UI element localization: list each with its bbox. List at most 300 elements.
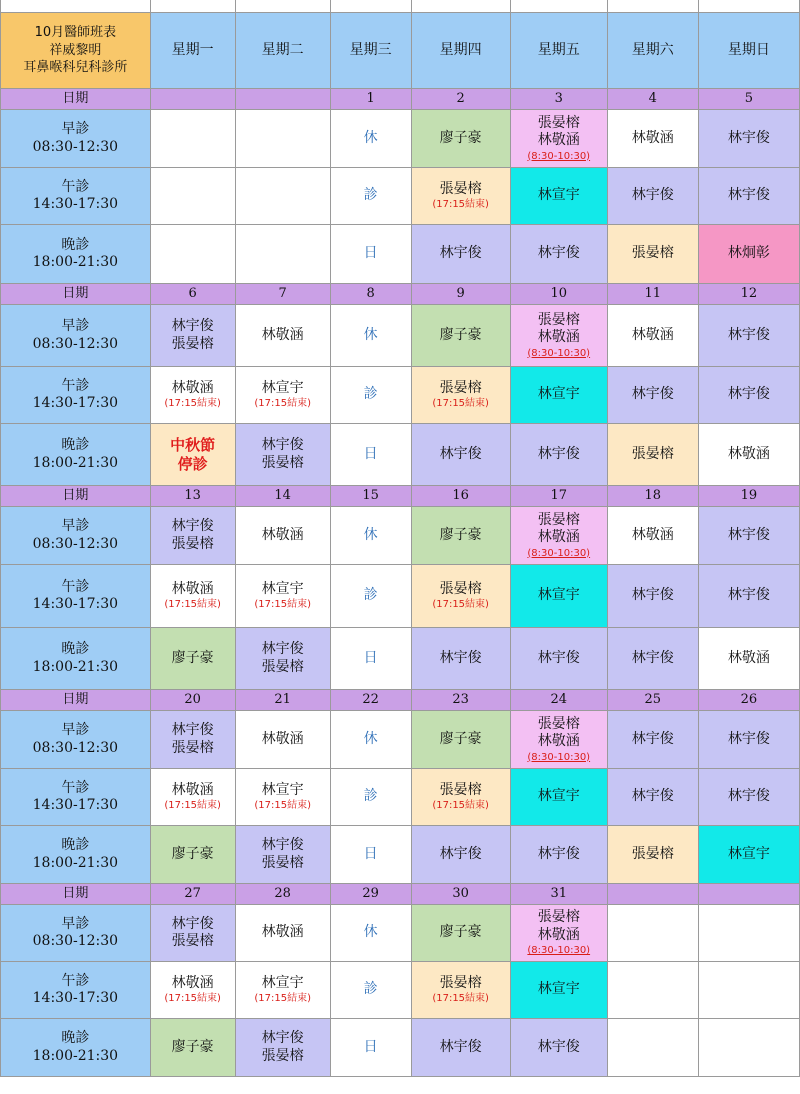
doctor-name: 林宇俊 bbox=[631, 730, 674, 747]
date-cell bbox=[235, 89, 330, 110]
doctor-name: 張晏榕 bbox=[439, 781, 482, 798]
schedule-cell bbox=[150, 565, 235, 628]
schedule-cell bbox=[510, 305, 607, 367]
schedule-cell bbox=[607, 905, 698, 962]
doctor-name: 林宇俊 bbox=[171, 915, 214, 932]
schedule-cell bbox=[411, 1019, 510, 1077]
date-cell: 7 bbox=[235, 284, 330, 305]
doctor-name: 張晏榕 bbox=[171, 535, 214, 552]
date-cell: 18 bbox=[607, 486, 698, 507]
date-cell: 12 bbox=[698, 284, 799, 305]
date-cell: 5 bbox=[698, 89, 799, 110]
schedule-cell bbox=[698, 507, 799, 565]
doctor-name: 廖子豪 bbox=[171, 649, 214, 666]
schedule-cell bbox=[607, 305, 698, 367]
shift-name: 午診 bbox=[61, 377, 90, 394]
shift-label-morning bbox=[1, 507, 151, 565]
doctor-name: 林宣宇 bbox=[261, 379, 304, 396]
schedule-cell bbox=[698, 305, 799, 367]
shift-row-morning bbox=[1, 507, 800, 565]
schedule-cell bbox=[150, 826, 235, 884]
date-cell: 24 bbox=[510, 690, 607, 711]
shift-row-evening bbox=[1, 225, 800, 284]
doctor-name: 林宇俊 bbox=[171, 318, 214, 334]
time-note: (17:15結束) bbox=[254, 800, 311, 812]
doctor-name: 林敬涵 bbox=[537, 733, 580, 749]
doctor-name: 林宇俊 bbox=[537, 445, 580, 462]
date-cell: 17 bbox=[510, 486, 607, 507]
doctor-name: 林宇俊 bbox=[631, 187, 674, 204]
shift-label-morning bbox=[1, 905, 151, 962]
schedule-cell bbox=[698, 1019, 799, 1077]
closed-day-char: 休 bbox=[363, 326, 378, 343]
doctor-name: 張晏榕 bbox=[261, 1047, 304, 1064]
schedule-cell bbox=[607, 168, 698, 225]
schedule-cell bbox=[150, 110, 235, 168]
title-line-clinic: 祥威黎明 bbox=[49, 42, 102, 58]
shift-time: 18:00-21:30 bbox=[32, 1047, 119, 1064]
doctor-name: 張晏榕 bbox=[261, 454, 304, 471]
shift-name: 晚診 bbox=[61, 641, 90, 657]
doctor-name: 張晏榕 bbox=[261, 658, 304, 675]
doctor-name: 林宇俊 bbox=[631, 788, 674, 805]
doctor-name: 林宇俊 bbox=[727, 587, 770, 604]
schedule-cell bbox=[510, 367, 607, 424]
schedule-cell bbox=[510, 711, 607, 769]
doctor-name: 張晏榕 bbox=[631, 445, 674, 462]
schedule-cell bbox=[235, 769, 330, 826]
date-cell: 6 bbox=[150, 284, 235, 305]
doctor-name: 林敬涵 bbox=[261, 730, 304, 747]
doctor-name: 林敬涵 bbox=[631, 129, 674, 146]
schedule-cell bbox=[235, 225, 330, 284]
shift-time: 18:00-21:30 bbox=[32, 454, 119, 471]
schedule-cell bbox=[150, 168, 235, 225]
doctor-name: 林宇俊 bbox=[631, 386, 674, 403]
shift-time: 14:30-17:30 bbox=[32, 196, 119, 212]
schedule-cell bbox=[235, 628, 330, 690]
doctor-name: 林宇俊 bbox=[537, 1038, 580, 1055]
date-cell: 3 bbox=[510, 89, 607, 110]
time-note: (17:15結束) bbox=[254, 993, 311, 1005]
doctor-name: 廖子豪 bbox=[171, 1038, 214, 1055]
schedule-cell bbox=[698, 769, 799, 826]
doctor-name: 張晏榕 bbox=[537, 311, 580, 328]
doctor-name: 林宣宇 bbox=[537, 386, 580, 403]
schedule-cell bbox=[150, 1019, 235, 1077]
title-line-month: 10月醫師班表 bbox=[34, 25, 117, 41]
schedule-cell bbox=[235, 367, 330, 424]
shift-row-morning bbox=[1, 711, 800, 769]
time-note: (17:15結束) bbox=[432, 199, 489, 211]
doctor-name: 張晏榕 bbox=[439, 580, 482, 597]
date-cell: 4 bbox=[607, 89, 698, 110]
schedule-cell bbox=[411, 110, 510, 168]
day-header-sat: 星期六 bbox=[607, 13, 698, 89]
closed-day-char: 休 bbox=[363, 129, 378, 146]
doctor-name: 林敬涵 bbox=[171, 974, 214, 991]
schedule-cell bbox=[510, 225, 607, 284]
shift-label-evening bbox=[1, 628, 151, 690]
schedule-cell bbox=[150, 507, 235, 565]
schedule-cell bbox=[607, 628, 698, 690]
schedule-cell bbox=[510, 905, 607, 962]
date-label: 日期 bbox=[1, 486, 151, 507]
schedule-cell bbox=[698, 367, 799, 424]
doctor-name: 林宇俊 bbox=[439, 845, 482, 862]
closed-day-char: 診 bbox=[363, 187, 378, 204]
shift-name: 早診 bbox=[61, 518, 90, 534]
schedule-cell bbox=[607, 225, 698, 284]
schedule-cell bbox=[698, 826, 799, 884]
schedule-cell bbox=[411, 711, 510, 769]
shift-time: 14:30-17:30 bbox=[32, 797, 119, 813]
schedule-cell bbox=[411, 367, 510, 424]
doctor-name: 廖子豪 bbox=[439, 326, 482, 343]
date-label: 日期 bbox=[1, 284, 151, 305]
schedule-cell bbox=[510, 1019, 607, 1077]
date-cell: 28 bbox=[235, 884, 330, 905]
date-cell: 29 bbox=[330, 884, 411, 905]
closed-day-char: 日 bbox=[363, 1038, 378, 1055]
schedule-cell bbox=[510, 962, 607, 1019]
schedule-cell bbox=[411, 628, 510, 690]
shift-label-morning bbox=[1, 305, 151, 367]
schedule-cell bbox=[698, 711, 799, 769]
schedule-cell bbox=[235, 424, 330, 486]
day-header-mon: 星期一 bbox=[150, 13, 235, 89]
schedule-cell bbox=[607, 565, 698, 628]
shift-row-afternoon bbox=[1, 565, 800, 628]
closed-day-char: 診 bbox=[363, 981, 378, 998]
time-note: (17:15結束) bbox=[164, 993, 221, 1005]
schedule-cell bbox=[510, 769, 607, 826]
shift-time: 18:00-21:30 bbox=[32, 658, 119, 675]
schedule-cell bbox=[330, 110, 411, 168]
shift-label-morning bbox=[1, 711, 151, 769]
shift-name: 午診 bbox=[61, 779, 90, 796]
top-strip bbox=[1, 0, 800, 13]
date-cell: 19 bbox=[698, 486, 799, 507]
doctor-name: 林敬涵 bbox=[261, 326, 304, 343]
time-note: (17:15結束) bbox=[432, 800, 489, 812]
doctor-name: 林宇俊 bbox=[537, 245, 580, 262]
date-cell bbox=[607, 884, 698, 905]
schedule-cell bbox=[235, 905, 330, 962]
day-header-fri: 星期五 bbox=[510, 13, 607, 89]
doctor-name: 林宇俊 bbox=[727, 187, 770, 204]
schedule-cell bbox=[150, 769, 235, 826]
schedule-cell bbox=[150, 905, 235, 962]
shift-time: 08:30-12:30 bbox=[32, 138, 119, 155]
schedule-cell bbox=[150, 711, 235, 769]
closed-day-char: 休 bbox=[363, 526, 378, 543]
schedule-cell bbox=[330, 507, 411, 565]
schedule-cell bbox=[235, 565, 330, 628]
schedule-cell bbox=[330, 424, 411, 486]
schedule-cell bbox=[510, 628, 607, 690]
date-row bbox=[1, 690, 800, 711]
closed-day-char: 日 bbox=[363, 649, 378, 666]
schedule-cell bbox=[235, 168, 330, 225]
date-cell: 9 bbox=[411, 284, 510, 305]
doctor-name: 張晏榕 bbox=[439, 974, 482, 991]
doctor-name: 林宣宇 bbox=[261, 781, 304, 798]
time-note: (17:15結束) bbox=[432, 599, 489, 611]
schedule-cell bbox=[150, 305, 235, 367]
schedule-cell bbox=[607, 1019, 698, 1077]
time-note: (17:15結束) bbox=[164, 398, 221, 410]
schedule-cell bbox=[330, 962, 411, 1019]
shift-time: 14:30-17:30 bbox=[32, 990, 119, 1006]
shift-time: 08:30-12:30 bbox=[32, 933, 119, 949]
doctor-name: 林敬涵 bbox=[171, 580, 214, 597]
schedule-cell bbox=[150, 367, 235, 424]
schedule-cell bbox=[235, 1019, 330, 1077]
doctor-name: 林敬涵 bbox=[537, 926, 580, 943]
closed-day-char: 診 bbox=[363, 788, 378, 805]
header-row bbox=[1, 13, 800, 89]
schedule-cell bbox=[330, 305, 411, 367]
doctor-name: 林敬涵 bbox=[171, 781, 214, 798]
title-line-department: 耳鼻喉科兒科診所 bbox=[23, 60, 128, 76]
time-note: (17:15結束) bbox=[254, 398, 311, 410]
schedule-cell bbox=[411, 565, 510, 628]
shift-row-afternoon bbox=[1, 168, 800, 225]
doctor-name: 林宇俊 bbox=[631, 649, 674, 666]
date-cell: 25 bbox=[607, 690, 698, 711]
schedule-cell bbox=[607, 507, 698, 565]
doctor-name: 林宣宇 bbox=[537, 788, 580, 805]
day-header-tue: 星期二 bbox=[235, 13, 330, 89]
date-cell: 2 bbox=[411, 89, 510, 110]
time-note: (17:15結束) bbox=[164, 599, 221, 611]
schedule-cell bbox=[330, 826, 411, 884]
shift-label-evening bbox=[1, 225, 151, 284]
shift-name: 晚診 bbox=[61, 1030, 90, 1046]
date-cell: 23 bbox=[411, 690, 510, 711]
doctor-name: 廖子豪 bbox=[439, 924, 482, 941]
schedule-cell bbox=[330, 711, 411, 769]
date-cell: 10 bbox=[510, 284, 607, 305]
doctor-name: 林宣宇 bbox=[261, 974, 304, 991]
shift-row-afternoon bbox=[1, 769, 800, 826]
doctor-name: 林宇俊 bbox=[727, 386, 770, 403]
doctor-name: 廖子豪 bbox=[439, 129, 482, 146]
date-row bbox=[1, 486, 800, 507]
doctor-name: 林宣宇 bbox=[537, 587, 580, 604]
doctor-name: 林宇俊 bbox=[727, 730, 770, 747]
date-cell: 27 bbox=[150, 884, 235, 905]
schedule-title bbox=[1, 13, 151, 89]
shift-time: 18:00-21:30 bbox=[32, 254, 119, 270]
shift-label-afternoon bbox=[1, 367, 151, 424]
doctor-name: 林宇俊 bbox=[261, 837, 304, 853]
doctor-name: 張晏榕 bbox=[439, 379, 482, 396]
day-header-sun: 星期日 bbox=[698, 13, 799, 89]
shift-name: 早診 bbox=[61, 915, 90, 932]
day-header-wed: 星期三 bbox=[330, 13, 411, 89]
shift-label-afternoon bbox=[1, 565, 151, 628]
schedule-cell bbox=[411, 168, 510, 225]
shift-row-evening bbox=[1, 424, 800, 486]
doctor-name: 林敬涵 bbox=[631, 326, 674, 343]
schedule-cell bbox=[510, 507, 607, 565]
date-cell: 13 bbox=[150, 486, 235, 507]
doctor-name: 林敬涵 bbox=[261, 526, 304, 543]
schedule-cell bbox=[235, 962, 330, 1019]
schedule-cell bbox=[698, 225, 799, 284]
schedule-cell bbox=[411, 424, 510, 486]
date-cell: 16 bbox=[411, 486, 510, 507]
doctor-name: 林宇俊 bbox=[537, 845, 580, 862]
schedule-cell bbox=[411, 826, 510, 884]
doctor-name: 林宇俊 bbox=[727, 129, 770, 146]
doctor-name: 林宇俊 bbox=[261, 641, 304, 657]
date-cell bbox=[698, 884, 799, 905]
doctor-name: 張晏榕 bbox=[631, 845, 674, 862]
date-row bbox=[1, 884, 800, 905]
doctor-name: 林敬涵 bbox=[171, 379, 214, 396]
schedule-cell bbox=[607, 711, 698, 769]
closed-day-char: 日 bbox=[363, 845, 378, 862]
schedule-cell bbox=[607, 826, 698, 884]
date-label: 日期 bbox=[1, 884, 151, 905]
schedule-cell bbox=[607, 769, 698, 826]
shift-name: 午診 bbox=[61, 178, 90, 195]
shift-name: 午診 bbox=[61, 578, 90, 595]
doctor-name: 張晏榕 bbox=[631, 245, 674, 262]
schedule-cell bbox=[235, 305, 330, 367]
doctor-name: 林敬涵 bbox=[537, 132, 580, 148]
doctor-name: 張晏榕 bbox=[537, 114, 580, 131]
schedule-cell bbox=[330, 367, 411, 424]
date-cell: 14 bbox=[235, 486, 330, 507]
schedule-cell bbox=[411, 305, 510, 367]
doctor-name: 林敬涵 bbox=[261, 924, 304, 941]
shift-label-afternoon bbox=[1, 962, 151, 1019]
schedule-cell bbox=[510, 565, 607, 628]
date-row bbox=[1, 89, 800, 110]
shift-row-morning bbox=[1, 305, 800, 367]
schedule-cell bbox=[698, 110, 799, 168]
doctor-name: 林宇俊 bbox=[439, 445, 482, 462]
schedule-cell bbox=[150, 628, 235, 690]
schedule-cell bbox=[607, 962, 698, 1019]
doctor-name: 張晏榕 bbox=[171, 933, 214, 949]
closure-notice: 中秋節 bbox=[170, 435, 216, 454]
schedule-cell bbox=[510, 168, 607, 225]
doctor-name: 林敬涵 bbox=[631, 526, 674, 543]
shift-row-morning bbox=[1, 905, 800, 962]
doctor-name: 林宇俊 bbox=[439, 245, 482, 262]
schedule-cell bbox=[607, 110, 698, 168]
doctor-name: 張晏榕 bbox=[171, 739, 214, 756]
doctor-name: 林宇俊 bbox=[439, 1038, 482, 1055]
schedule-cell bbox=[330, 168, 411, 225]
time-note: (8:30-10:30) bbox=[527, 347, 591, 359]
closed-day-char: 診 bbox=[363, 386, 378, 403]
shift-name: 晚診 bbox=[61, 837, 90, 853]
shift-label-afternoon bbox=[1, 168, 151, 225]
doctor-name: 林宇俊 bbox=[631, 587, 674, 604]
date-cell: 15 bbox=[330, 486, 411, 507]
doctor-name: 張晏榕 bbox=[261, 854, 304, 871]
shift-row-afternoon bbox=[1, 962, 800, 1019]
closed-day-char: 休 bbox=[363, 924, 378, 941]
schedule-cell bbox=[411, 769, 510, 826]
time-note: (8:30-10:30) bbox=[527, 751, 591, 763]
time-note: (17:15結束) bbox=[432, 993, 489, 1005]
schedule-cell bbox=[698, 565, 799, 628]
schedule-cell bbox=[150, 424, 235, 486]
doctor-name: 林宇俊 bbox=[727, 788, 770, 805]
schedule-cell bbox=[698, 905, 799, 962]
date-cell: 30 bbox=[411, 884, 510, 905]
schedule-cell bbox=[330, 225, 411, 284]
time-note: (17:15結束) bbox=[254, 599, 311, 611]
doctor-name: 林宣宇 bbox=[727, 845, 770, 862]
time-note: (17:15結束) bbox=[164, 800, 221, 812]
doctor-name: 張晏榕 bbox=[439, 180, 482, 197]
shift-time: 18:00-21:30 bbox=[32, 854, 119, 871]
shift-label-evening bbox=[1, 424, 151, 486]
time-note: (8:30-10:30) bbox=[527, 945, 591, 956]
shift-row-evening bbox=[1, 1019, 800, 1077]
day-header-thu: 星期四 bbox=[411, 13, 510, 89]
schedule-cell bbox=[330, 565, 411, 628]
time-note: (8:30-10:30) bbox=[527, 547, 591, 559]
shift-row-afternoon bbox=[1, 367, 800, 424]
shift-name: 早診 bbox=[61, 121, 90, 137]
schedule-body bbox=[1, 0, 800, 1077]
schedule-cell bbox=[411, 507, 510, 565]
shift-time: 08:30-12:30 bbox=[32, 739, 119, 756]
schedule-cell bbox=[698, 628, 799, 690]
doctor-name: 林宇俊 bbox=[171, 722, 214, 738]
schedule-cell bbox=[411, 225, 510, 284]
date-cell: 31 bbox=[510, 884, 607, 905]
schedule-cell bbox=[411, 905, 510, 962]
shift-time: 14:30-17:30 bbox=[32, 395, 119, 411]
doctor-name: 林敬涵 bbox=[537, 329, 580, 345]
doctor-name: 林敬涵 bbox=[727, 649, 770, 666]
schedule-cell bbox=[698, 424, 799, 486]
schedule-cell bbox=[411, 962, 510, 1019]
date-cell: 1 bbox=[330, 89, 411, 110]
doctor-name: 林宇俊 bbox=[727, 526, 770, 543]
doctor-name: 林宇俊 bbox=[727, 326, 770, 343]
shift-label-morning bbox=[1, 110, 151, 168]
shift-name: 晚診 bbox=[61, 437, 90, 453]
shift-name: 早診 bbox=[61, 318, 90, 334]
doctor-name: 林炯彰 bbox=[727, 245, 770, 262]
date-cell: 20 bbox=[150, 690, 235, 711]
doctor-name: 林宇俊 bbox=[537, 649, 580, 666]
schedule-cell bbox=[235, 711, 330, 769]
date-cell: 11 bbox=[607, 284, 698, 305]
shift-time: 08:30-12:30 bbox=[32, 335, 119, 352]
schedule-cell bbox=[150, 225, 235, 284]
schedule-cell bbox=[150, 962, 235, 1019]
schedule-cell bbox=[698, 168, 799, 225]
schedule-cell bbox=[698, 962, 799, 1019]
doctor-name: 張晏榕 bbox=[537, 909, 580, 925]
closed-day-char: 診 bbox=[363, 587, 378, 604]
shift-row-morning bbox=[1, 110, 800, 168]
schedule-cell bbox=[330, 1019, 411, 1077]
schedule-cell bbox=[235, 110, 330, 168]
